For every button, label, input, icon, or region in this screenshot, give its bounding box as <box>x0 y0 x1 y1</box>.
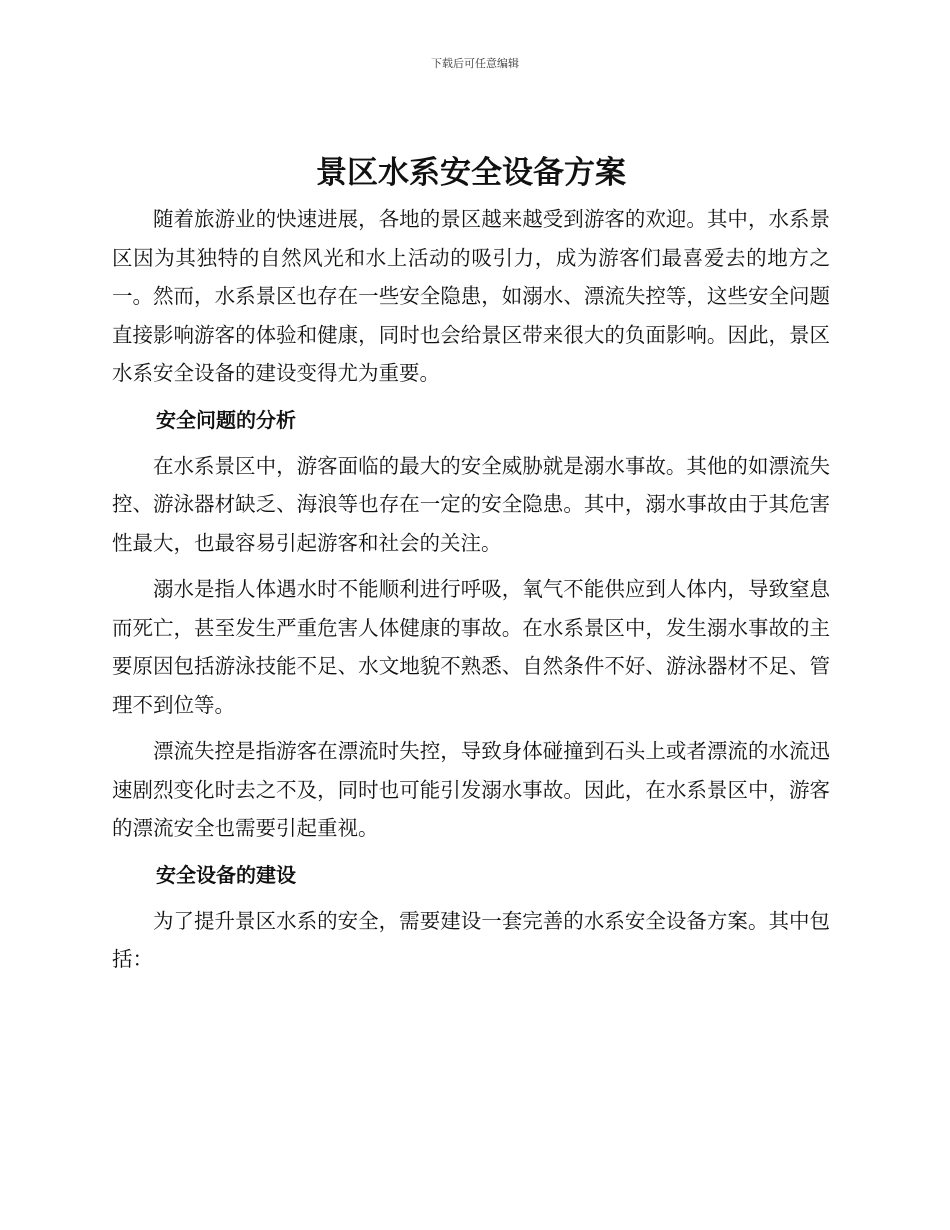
page-header-note: 下载后可任意编辑 <box>431 57 519 70</box>
document-title: 景区水系安全设备方案 <box>316 155 626 191</box>
paragraph-equipment-plan: 为了提升景区水系的安全，需要建设一套完善的水系安全设备方案。其中包括： <box>112 908 830 971</box>
paragraph-drowning: 溺水是指人体遇水时不能顺利进行呼吸，氧气不能供应到人体内，导致窒息而死亡，甚至发生严重危害人体健康的事故。在水系景区中，发生溺水事故的主要原因包括游泳技能不足、水文地貌不熟悉、自然条件不好、游泳器材不足、管理不到位等。 <box>112 577 830 717</box>
intro-paragraph: 随着旅游业的快速进展，各地的景区越来越受到游客的欢迎。其中，水系景区因为其独特的自然风光和水上活动的吸引力，成为游客们最喜爱去的地方之一。然而，水系景区也存在一些安全隐患，如溺水、漂流失控等，这些安全问题直接影响游客的体验和健康，同时也会给景区带来很大的负面影响。因此，景区水系安全设备的建设变得尤为重要。 <box>112 207 830 385</box>
document-body <box>112 150 830 987</box>
paragraph-safety-threats: 在水系景区中，游客面临的最大的安全威胁就是溺水事故。其他的如漂流失控、游泳器材缺乏、海浪等也存在一定的安全隐患。其中，溺水事故由于其危害性最大，也最容易引起游客和社会的关注。 <box>112 453 830 555</box>
section-heading-equipment-construction: 安全设备的建设 <box>156 862 296 887</box>
section-heading-safety-analysis: 安全问题的分析 <box>156 407 296 432</box>
paragraph-rafting: 漂流失控是指游客在漂流时失控，导致身体碰撞到石头上或者漂流的水流迅速剧烈变化时去之不及，同时也可能引发溺水事故。因此，在水系景区中，游客的漂流安全也需要引起重视。 <box>112 739 830 840</box>
